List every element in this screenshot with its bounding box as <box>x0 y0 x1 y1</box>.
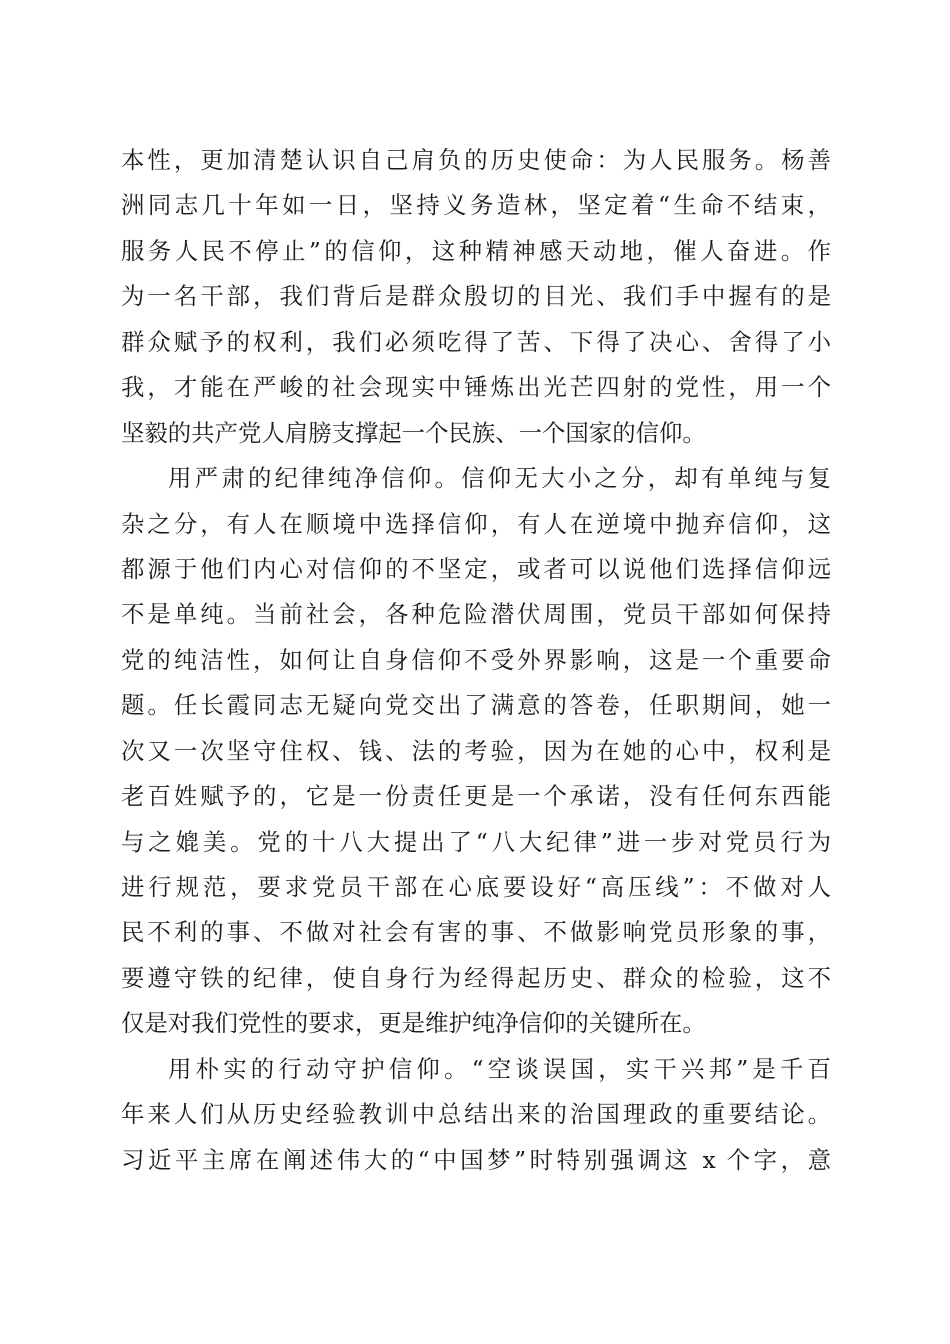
text-line: 坚毅的共产党人肩膀支撑起一个民族、一个国家的信仰。 <box>121 418 706 447</box>
text-line: 与之媲美。党的十八大提出了“八大纪律”进一步对党员行为 <box>121 827 831 856</box>
text-line: 进行规范，要求党员干部在心底要设好“高压线”：不做对人 <box>121 873 831 901</box>
text-line: 都源于他们内心对信仰的不坚定，或者可以说他们选择信仰远 <box>121 554 831 583</box>
text-line: 为一名干部，我们背后是群众殷切的目光、我们手中握有的是 <box>121 282 831 311</box>
text-line: 本性，更加清楚认识自己肩负的历史使命：为人民服务。杨善 <box>121 146 831 174</box>
text-line: 不是单纯。当前社会，各种危险潜伏周围，党员干部如何保持 <box>121 600 831 629</box>
text-line: 仅是对我们党性的要求，更是维护纯净信仰的关键所在。 <box>121 1009 706 1038</box>
text-line: 次又一次坚守住权、钱、法的考验，因为在她的心中，权利是 <box>121 736 831 765</box>
text-line: 题。任长霞同志无疑向党交出了满意的答卷，任职期间，她一 <box>121 691 831 720</box>
text-line: 习近平主席在阐述伟大的“中国梦”时特别强调这 x 个字，意 <box>121 1145 831 1174</box>
text-line: 民不利的事、不做对社会有害的事、不做影响党员形象的事， <box>121 918 831 947</box>
text-line: 老百姓赋予的，它是一份责任更是一个承诺，没有任何东西能 <box>121 782 831 811</box>
body-text <box>121 138 831 1183</box>
paragraph-start-line: 用严肃的纪律纯净信仰。信仰无大小之分，却有单纯与复 <box>168 464 831 493</box>
text-line: 洲同志几十年如一日，坚持义务造林，坚定着“生命不结束， <box>121 191 831 220</box>
text-line: 杂之分，有人在顺境中选择信仰，有人在逆境中抛弃信仰，这 <box>121 509 831 538</box>
text-line: 群众赋予的权利，我们必须吃得了苦、下得了决心、舍得了小 <box>121 327 831 356</box>
text-line: 年来人们从历史经验教训中总结出来的治国理政的重要结论。 <box>121 1100 831 1129</box>
text-line: 要遵守铁的纪律，使自身行为经得起历史、群众的检验，这不 <box>121 963 831 992</box>
text-line: 党的纯洁性，如何让自身信仰不受外界影响，这是一个重要命 <box>121 645 831 674</box>
text-line: 服务人民不停止”的信仰，这种精神感天动地，催人奋进。作 <box>121 236 831 265</box>
paragraph-start-line: 用朴实的行动守护信仰。“空谈误国，实干兴邦”是千百 <box>168 1054 831 1083</box>
text-line: 我，才能在严峻的社会现实中锤炼出光芒四射的党性，用一个 <box>121 373 831 402</box>
